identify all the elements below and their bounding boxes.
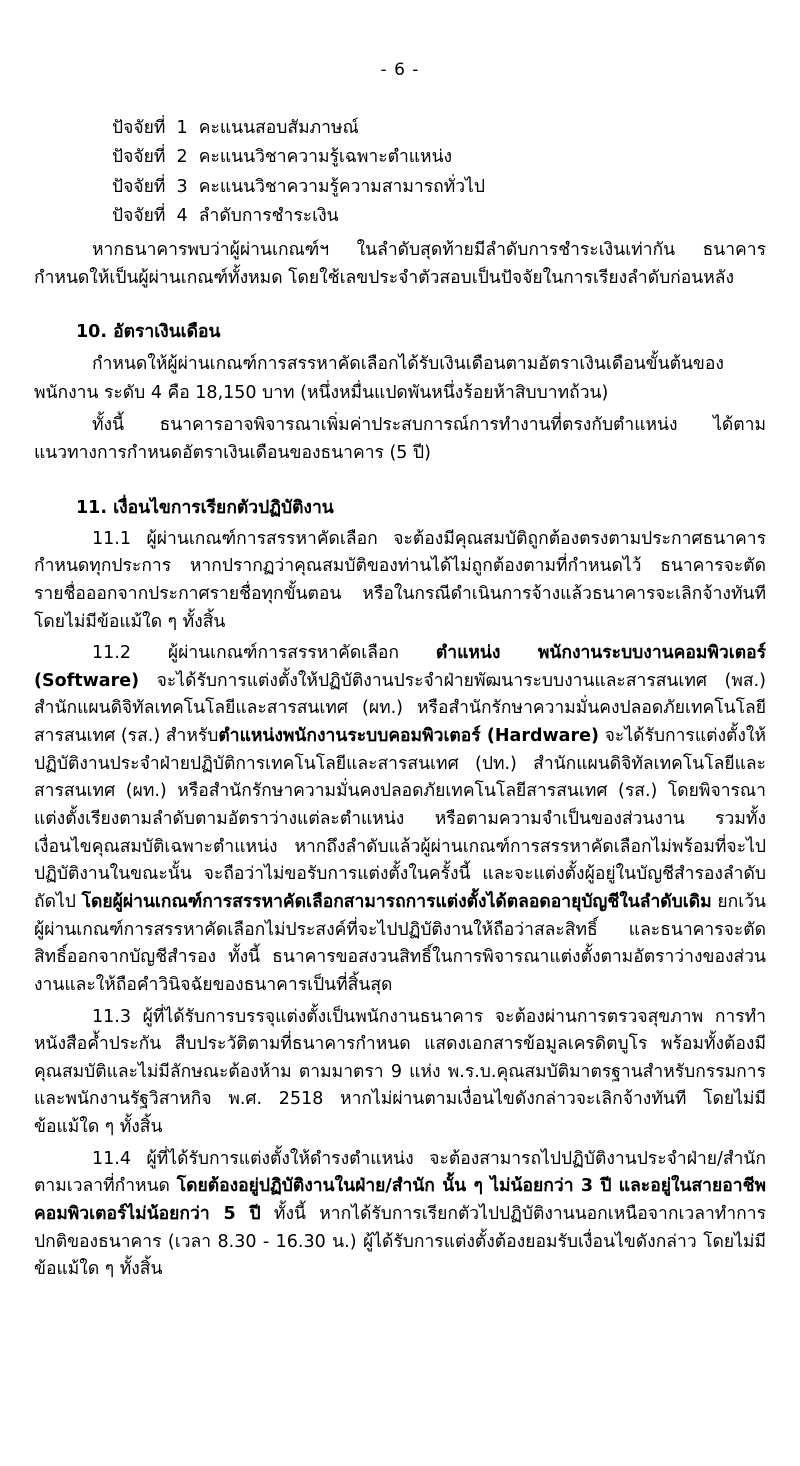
salary-paragraph-1: กำหนดให้ผู้ผ่านเกณฑ์การสรรหาคัดเลือกได้รับเงินเดือนตามอัตราเงินเดือนขั้นต้นของพนักงาน ระดับ 4 คือ 18,150 บาท (หนึ่งหมื่นแปดพันหนึ่งร้อยห้าสิบบาทถ้วน) bbox=[34, 354, 724, 403]
section-conditions bbox=[34, 494, 766, 1284]
factor-list bbox=[112, 114, 766, 232]
factor-note: หากธนาคารพบว่าผู้ผ่านเกณฑ์ฯ ในลำดับสุดท้ายมีลำดับการชำระเงินเท่ากัน ธนาคารกำหนดให้เป็นผู้ผ่านเกณฑ์ทั้งหมด โดยใช้เลขประจำตัวสอบเป็นปัจจัยในการเรียงลำดับก่อนหลัง bbox=[34, 239, 766, 288]
condition-item-11-2: 11.2 ผู้ผ่านเกณฑ์การสรรหาคัดเลือก ตำแหน่ง พนักงานระบบงานคอมพิวเตอร์ (Software) จะได้รับการแต่งตั้งให้ปฏิบัติงานประจำฝ่ายพัฒนาระบบงานและสารสนเทศ (พส.) สำนักแผนดิจิทัลเทคโนโลยีและสารสนเทศ (ผท.) หรือสำนักรักษาความมั่นคงปลอดภัยเทคโนโลยีสารสนเทศ (รส.) สำหรับตำแหน่งพนักงานระบบคอมพิวเตอร์ (Hardware) จะได้รับการแต่งตั้งให้ปฏิบัติงานประจำฝ่ายปฏิบัติการเทคโนโลยีและสารสนเทศ (ปท.) สำนักแผนดิจิทัลเทคโนโลยีและสารสนเทศ (ผท.) หรือสำนักรักษาความมั่นคงปลอดภัยเทคโนโลยีสารสนเทศ (รส.) โดยพิจารณาแต่งตั้งเรียงตามลำดับตามอัตราว่างแต่ละตำแหน่ง หรือตามความจำเป็นของส่วนงาน รวมทั้งเงื่อนไขคุณสมบัติเฉพาะตำแหน่ง หากถึงลำดับแล้วผู้ผ่านเกณฑ์การสรรหาคัดเลือกไม่พร้อมที่จะไปปฏิบัติงานในขณะนั้น จะถือว่าไม่ขอรับการแต่งตั้งในครั้งนี้ และจะแต่งตั้งผู้อยู่ในบัญชีสำรองลำดับถัดไป โดยผู้ผ่านเกณฑ์การสรรหาคัดเลือกสามารถการแต่งตั้งได้ตลอดอายุบัญชีในลำดับเดิม ยกเว้นผู้ผ่านเกณฑ์การสรรหาคัดเลือกไม่ประสงค์ที่จะไปปฏิบัติงานให้ถือว่าสละสิทธิ์ และธนาคารจะตัดสิทธิ์ออกจากบัญชีสำรอง ทั้งนี้ ธนาคารขอสงวนสิทธิ์ในการพิจารณาแต่งตั้งตามอัตราว่างของส่วนงานและให้ถือคำวินิจฉัยของธนาคารเป็นที่สิ้นสุด bbox=[34, 643, 766, 995]
condition-item-11-3: 11.3 ผู้ที่ได้รับการบรรจุแต่งตั้งเป็นพนักงานธนาคาร จะต้องผ่านการตรวจสุขภาพ การทำหนังสือค้ำประกัน สืบประวัติตามที่ธนาคารกำหนด แสดงเอกสารข้อมูลเครดิตบูโร พร้อมทั้งต้องมีคุณสมบัติและไม่มีลักษณะต้องห้าม ตามมาตรา 9 แห่ง พ.ร.บ.คุณสมบัติมาตรฐานสำหรับกรรมการและพนักงานรัฐวิสาหกิจ พ.ศ. 2518 หากไม่ผ่านตามเงื่อนไขดังกล่าวจะเลิกจ้างทันที โดยไม่มีข้อแม้ใด ๆ ทั้งสิ้น bbox=[34, 1006, 766, 1138]
section-salary bbox=[34, 318, 766, 467]
factor-item: ปัจจัยที่ 1 คะแนนสอบสัมภาษณ์ bbox=[112, 118, 359, 138]
page-number: - 6 - bbox=[380, 60, 420, 80]
condition-item-11-1: 11.1 ผู้ผ่านเกณฑ์การสรรหาคัดเลือก จะต้องมีคุณสมบัติถูกต้องตรงตามประกาศธนาคารกำหนดทุกประการ หากปรากฏว่าคุณสมบัติของท่านได้ไม่ถูกต้องตามที่กำหนดไว้ ธนาคารจะตัดรายชื่อออกจากประกาศรายชื่อทุกขั้นตอน หรือในกรณีดำเนินการจ้างแล้วธนาคารจะเลิกจ้างทันที โดยไม่มีข้อแม้ใด ๆ ทั้งสิ้น bbox=[34, 528, 766, 632]
factor-item: ปัจจัยที่ 4 ลำดับการชำระเงิน bbox=[112, 206, 339, 227]
salary-paragraph-2: ทั้งนี้ ธนาคารอาจพิจารณาเพิ่มค่าประสบการณ์การทำงานที่ตรงกับตำแหน่ง ได้ตามแนวทางการกำหนดอัตราเงินเดือนของธนาคาร (5 ปี) bbox=[34, 414, 766, 464]
section-heading-salary: 10. อัตราเงินเดือน bbox=[76, 322, 221, 343]
condition-item-11-4: 11.4 ผู้ที่ได้รับการแต่งตั้งให้ดำรงตำแหน่ง จะต้องสามารถไปปฏิบัติงานประจำฝ่าย/สำนัก ตามเวลาที่กำหนด โดยต้องอยู่ปฏิบัติงานในฝ่าย/สำนัก นั้น ๆ ไม่น้อยกว่า 3 ปี และอยู่ในสายอาชีพคอมพิวเตอร์ไม่น้อยกว่า 5 ปี ทั้งนี้ หากได้รับการเรียกตัวไปปฏิบัติงานนอกเหนือจากเวลาทำการปกติของธนาคาร (เวลา 8.30 - 16.30 น.) ผู้ได้รับการแต่งตั้งต้องยอมรับเงื่อนไขดังกล่าว โดยไม่มีข้อแม้ใด ๆ ทั้งสิ้น bbox=[34, 1148, 766, 1280]
factor-item: ปัจจัยที่ 3 คะแนนวิชาความรู้ความสามารถทั่วไป bbox=[112, 176, 485, 197]
section-heading-conditions: 11. เงื่อนไขการเรียกตัวปฏิบัติงาน bbox=[76, 497, 334, 518]
factor-item: ปัจจัยที่ 2 คะแนนวิชาความรู้เฉพาะตำแหน่ง bbox=[112, 147, 453, 168]
